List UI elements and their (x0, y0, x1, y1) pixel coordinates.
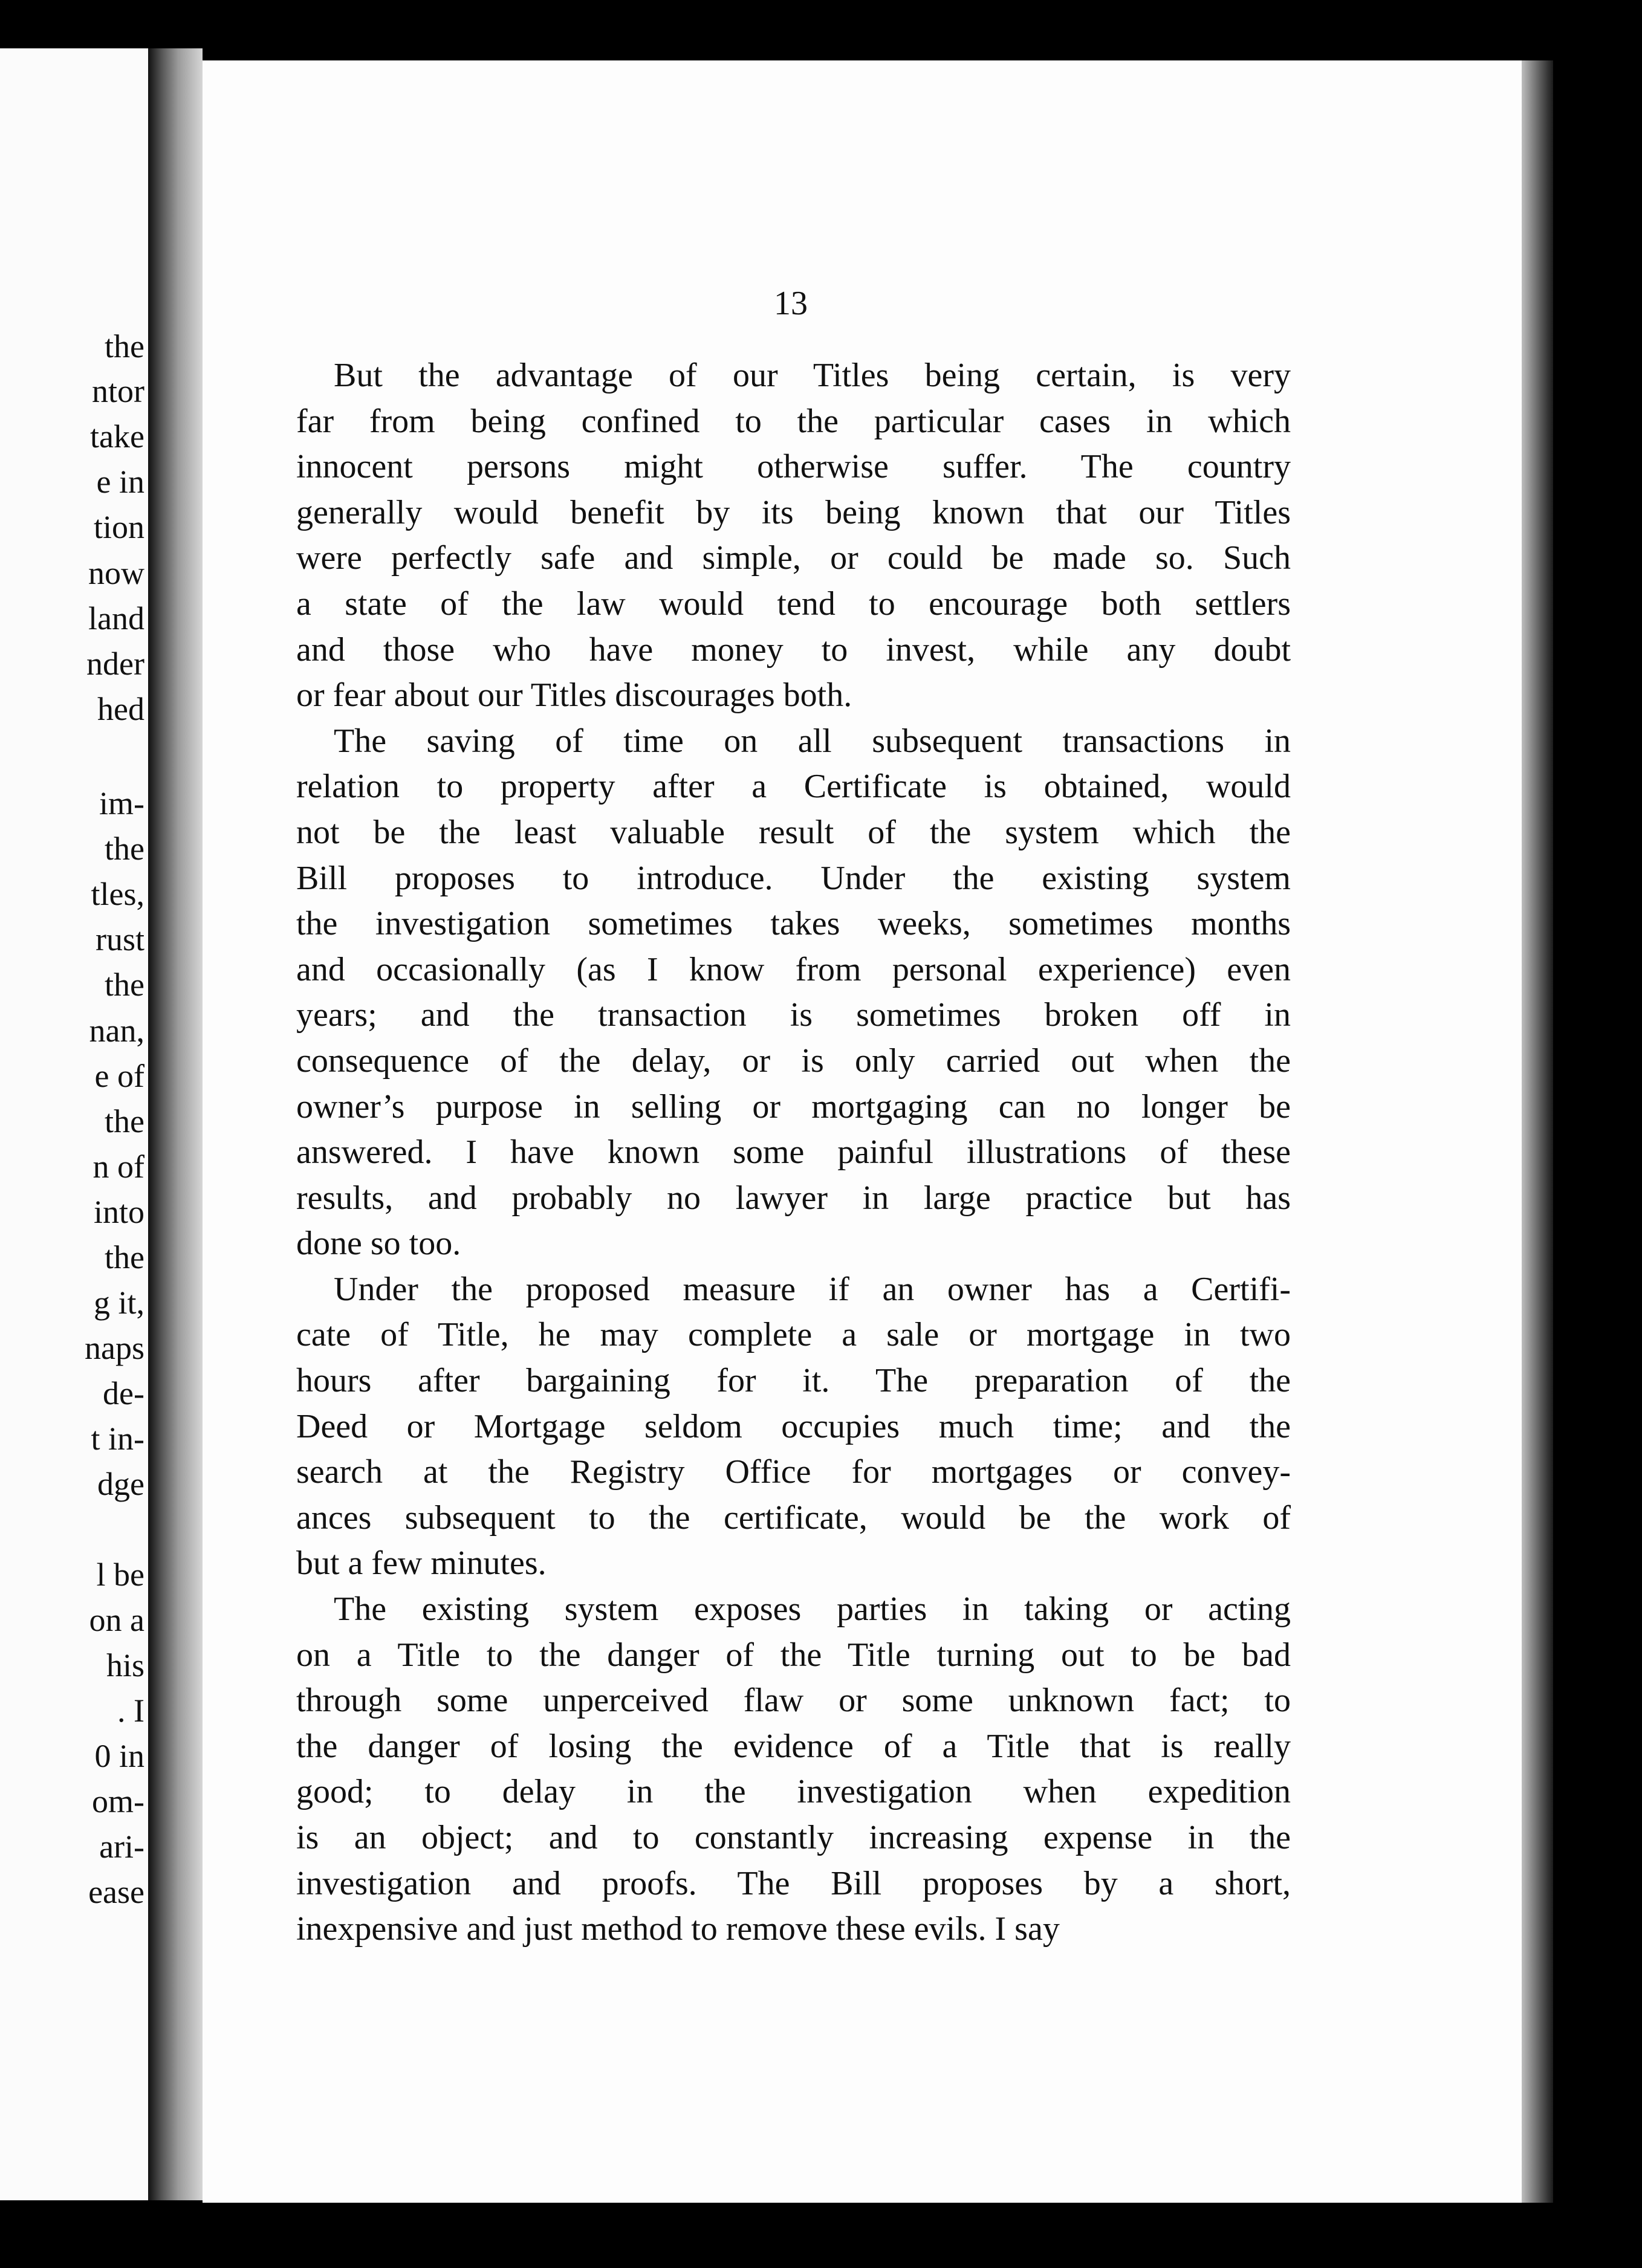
facing-page-text: the (105, 831, 144, 867)
text-line: inexpensive and just method to remove these evils. I say (296, 1910, 1060, 1948)
page-edge (1522, 60, 1553, 2203)
facing-page-text: l be (96, 1557, 144, 1593)
facing-page-text: om- (92, 1783, 144, 1819)
text-line: But the advantage of our Titles being certain, is very (334, 357, 1291, 394)
text-line: ances subsequent to the certificate, would be the work of (296, 1498, 1291, 1537)
facing-page-text: naps (85, 1330, 144, 1366)
facing-page-text: into (93, 1194, 144, 1230)
facing-page-text: e of (94, 1058, 144, 1094)
text-line: cate of Title, he may complete a sale or mortgage in two (296, 1316, 1291, 1354)
facing-page-text: take (90, 418, 144, 455)
text-line: but a few minutes. (296, 1544, 547, 1583)
facing-page-text: his (106, 1647, 144, 1683)
text-line: owner’s purpose in selling or mortgaging can no longer be (296, 1087, 1291, 1126)
facing-page-text: the (105, 1239, 144, 1275)
text-line: results, and probably no lawyer in large practice but has (296, 1179, 1291, 1217)
facing-page-text: ntor (92, 373, 144, 409)
text-line: through some unperceived flaw or some unknown fact; to (296, 1682, 1291, 1720)
facing-page-text: tles, (91, 876, 144, 912)
text-line: years; and the transaction is sometimes broken off in (296, 996, 1291, 1034)
text-line: Under the proposed measure if an owner has a Certifi- (334, 1270, 1291, 1308)
text-line: investigation and proofs. The Bill proposes by a short, (296, 1864, 1291, 1902)
paragraph (296, 1267, 1291, 1587)
text-line: Bill proposes to introduce. Under the existing system (296, 859, 1291, 897)
text-line: were perfectly safe and simple, or could be made so. Such (296, 539, 1291, 577)
text-line: answered. I have known some painful illustrations of these (296, 1133, 1291, 1171)
facing-page-text: n of (92, 1149, 144, 1185)
text-line: is an object; and to constantly increasing expense in the (296, 1819, 1291, 1856)
body-text (296, 353, 1291, 1952)
facing-page-text: tion (93, 509, 144, 545)
facing-page-text: de- (103, 1375, 144, 1411)
facing-page-text: ease (88, 1874, 144, 1910)
facing-page-text: ari- (99, 1829, 144, 1865)
facing-page-text: rust (96, 921, 144, 957)
text-line: on a Title to the danger of the Title turning out to be bad (296, 1636, 1291, 1674)
facing-page-text: . I (117, 1693, 144, 1729)
text-line: the danger of losing the evidence of a Title that is really (296, 1727, 1291, 1765)
facing-page-text: now (88, 555, 144, 591)
text-line: search at the Registry Office for mortgages or convey- (296, 1453, 1291, 1491)
text-line: innocent persons might otherwise suffer. The country (296, 448, 1291, 486)
facing-page-text: the (105, 1103, 144, 1139)
facing-page-text: im- (99, 785, 144, 821)
text-line: Deed or Mortgage seldom occupies much time; and the (296, 1407, 1291, 1445)
facing-page-text: the (105, 967, 144, 1003)
text-line: consequence of the delay, or is only carried out when the (296, 1042, 1291, 1080)
facing-page-text: dge (97, 1466, 144, 1502)
text-line: hours after bargaining for it. The preparation of the (296, 1362, 1291, 1400)
facing-page-text: g it, (93, 1285, 144, 1321)
text-line: good; to delay in the investigation when expedition (296, 1773, 1291, 1811)
facing-page-text: 0 in (94, 1738, 144, 1774)
text-line: and occasionally (as I know from personal experience) even (296, 950, 1291, 988)
paragraph (296, 1587, 1291, 1952)
paragraph (296, 719, 1291, 1267)
text-line: The saving of time on all subsequent transactions in (334, 722, 1291, 760)
text-line: and those who have money to invest, while any doubt (296, 630, 1291, 669)
facing-page-text: on a (89, 1602, 144, 1638)
text-line: or fear about our Titles discourages both. (296, 676, 852, 714)
text-line: The existing system exposes parties in taking or acting (334, 1590, 1291, 1628)
book-gutter (148, 48, 203, 2200)
text-line: the investigation sometimes takes weeks, sometimes months (296, 905, 1291, 943)
facing-page-text: land (88, 600, 144, 637)
text-line: a state of the law would tend to encourage both settlers (296, 585, 1291, 623)
page-number: 13 (774, 285, 808, 322)
facing-page-text: hed (97, 691, 144, 727)
text-line: relation to property after a Certificate is obtained, would (296, 768, 1291, 806)
facing-page-fragment (0, 48, 148, 2200)
text-line: generally would benefit by its being known that our Titles (296, 493, 1291, 531)
facing-page-text: nder (86, 646, 144, 682)
paragraph (296, 353, 1291, 719)
facing-page-text: nan, (89, 1012, 144, 1049)
text-line: done so too. (296, 1225, 461, 1263)
facing-page-text: e in (96, 464, 144, 500)
facing-page-text: the (105, 328, 144, 364)
text-line: far from being confined to the particular cases in which (296, 402, 1291, 440)
text-line: not be the least valuable result of the system which the (296, 813, 1291, 851)
facing-page-text: t in- (91, 1421, 144, 1457)
